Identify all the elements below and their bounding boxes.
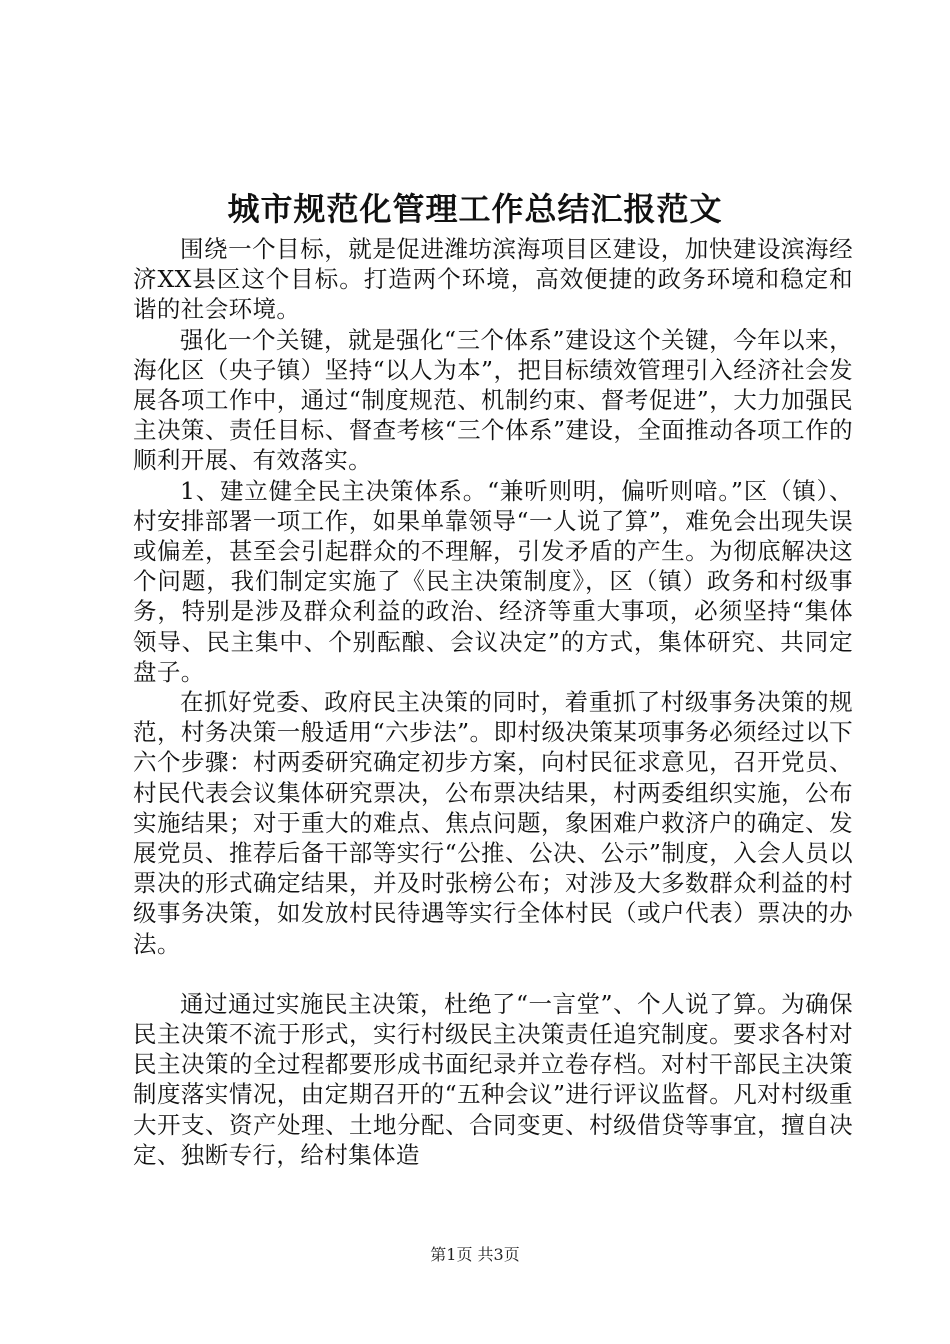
paragraph-decision-system: 1、建立健全民主决策体系。“兼听则明，偏听则喑。”区（镇）、村安排部署一项工作，如果单靠领导“一人说了算”，难免会出现失误或偏差，甚至会引起群众的不理解，引发矛盾的产生。为彻底解决这个问题，我们制定实施了《民主决策制度》，区（镇）政务和村级事务，特别是涉及群众利益的政治、经济等重大事项，必须坚持“集体领导、民主集中、个别酝酿、会议决定”的方式，集体研究、共同定盘子。: [133, 476, 853, 686]
document-title: 城市规范化管理工作总结汇报范文: [227, 190, 723, 228]
page-number: 第1页 共3页: [430, 1245, 520, 1264]
paragraph-key: 强化一个关键，就是强化“三个体系”建设这个关键，今年以来，海化区（央子镇）坚持“以人为本”，把目标绩效管理引入经济社会发展各项工作中，通过“制度规范、机制约束、督考促进”，大力加强民主决策、责任目标、督查考核“三个体系”建设，全面推动各项工作的顺利开展、有效落实。: [133, 325, 853, 475]
document-body: [133, 234, 853, 1170]
paragraph-village-affairs: 在抓好党委、政府民主决策的同时，着重抓了村级事务决策的规范，村务决策一般适用“六步法”。即村级决策某项事务必须经过以下六个步骤：村两委研究确定初步方案，向村民征求意见，召开党员、村民代表会议集体研究票决，公布票决结果，村两委组织实施，公布实施结果；对于重大的难点、焦点问题，象困难户救济户的确定、发展党员、推荐后备干部等实行“公推、公决、公示”制度，入会人员以票决的形式确定结果，并及时张榜公布；对涉及大多数群众利益的村级事务决策，如发放村民待遇等实行全体村民（或户代表）票决的办法。: [133, 688, 853, 958]
paragraph-goal: 围绕一个目标，就是促进潍坊滨海项目区建设，加快建设滨海经济XX县区这个目标。打造两个环境，高效便捷的政务环境和稳定和谐的社会环境。: [133, 235, 853, 324]
paragraph-implementation: 通过通过实施民主决策，杜绝了“一言堂”、个人说了算。为确保民主决策不流于形式，实行村级民主决策责任追究制度。要求各村对民主决策的全过程都要形成书面纪录并立卷存档。对村干部民主决策制度落实情况，由定期召开的“五种会议”进行评议监督。凡对村级重大开支、资产处理、土地分配、合同变更、村级借贷等事宜，擅自决定、独断专行，给村集体造: [133, 989, 853, 1169]
